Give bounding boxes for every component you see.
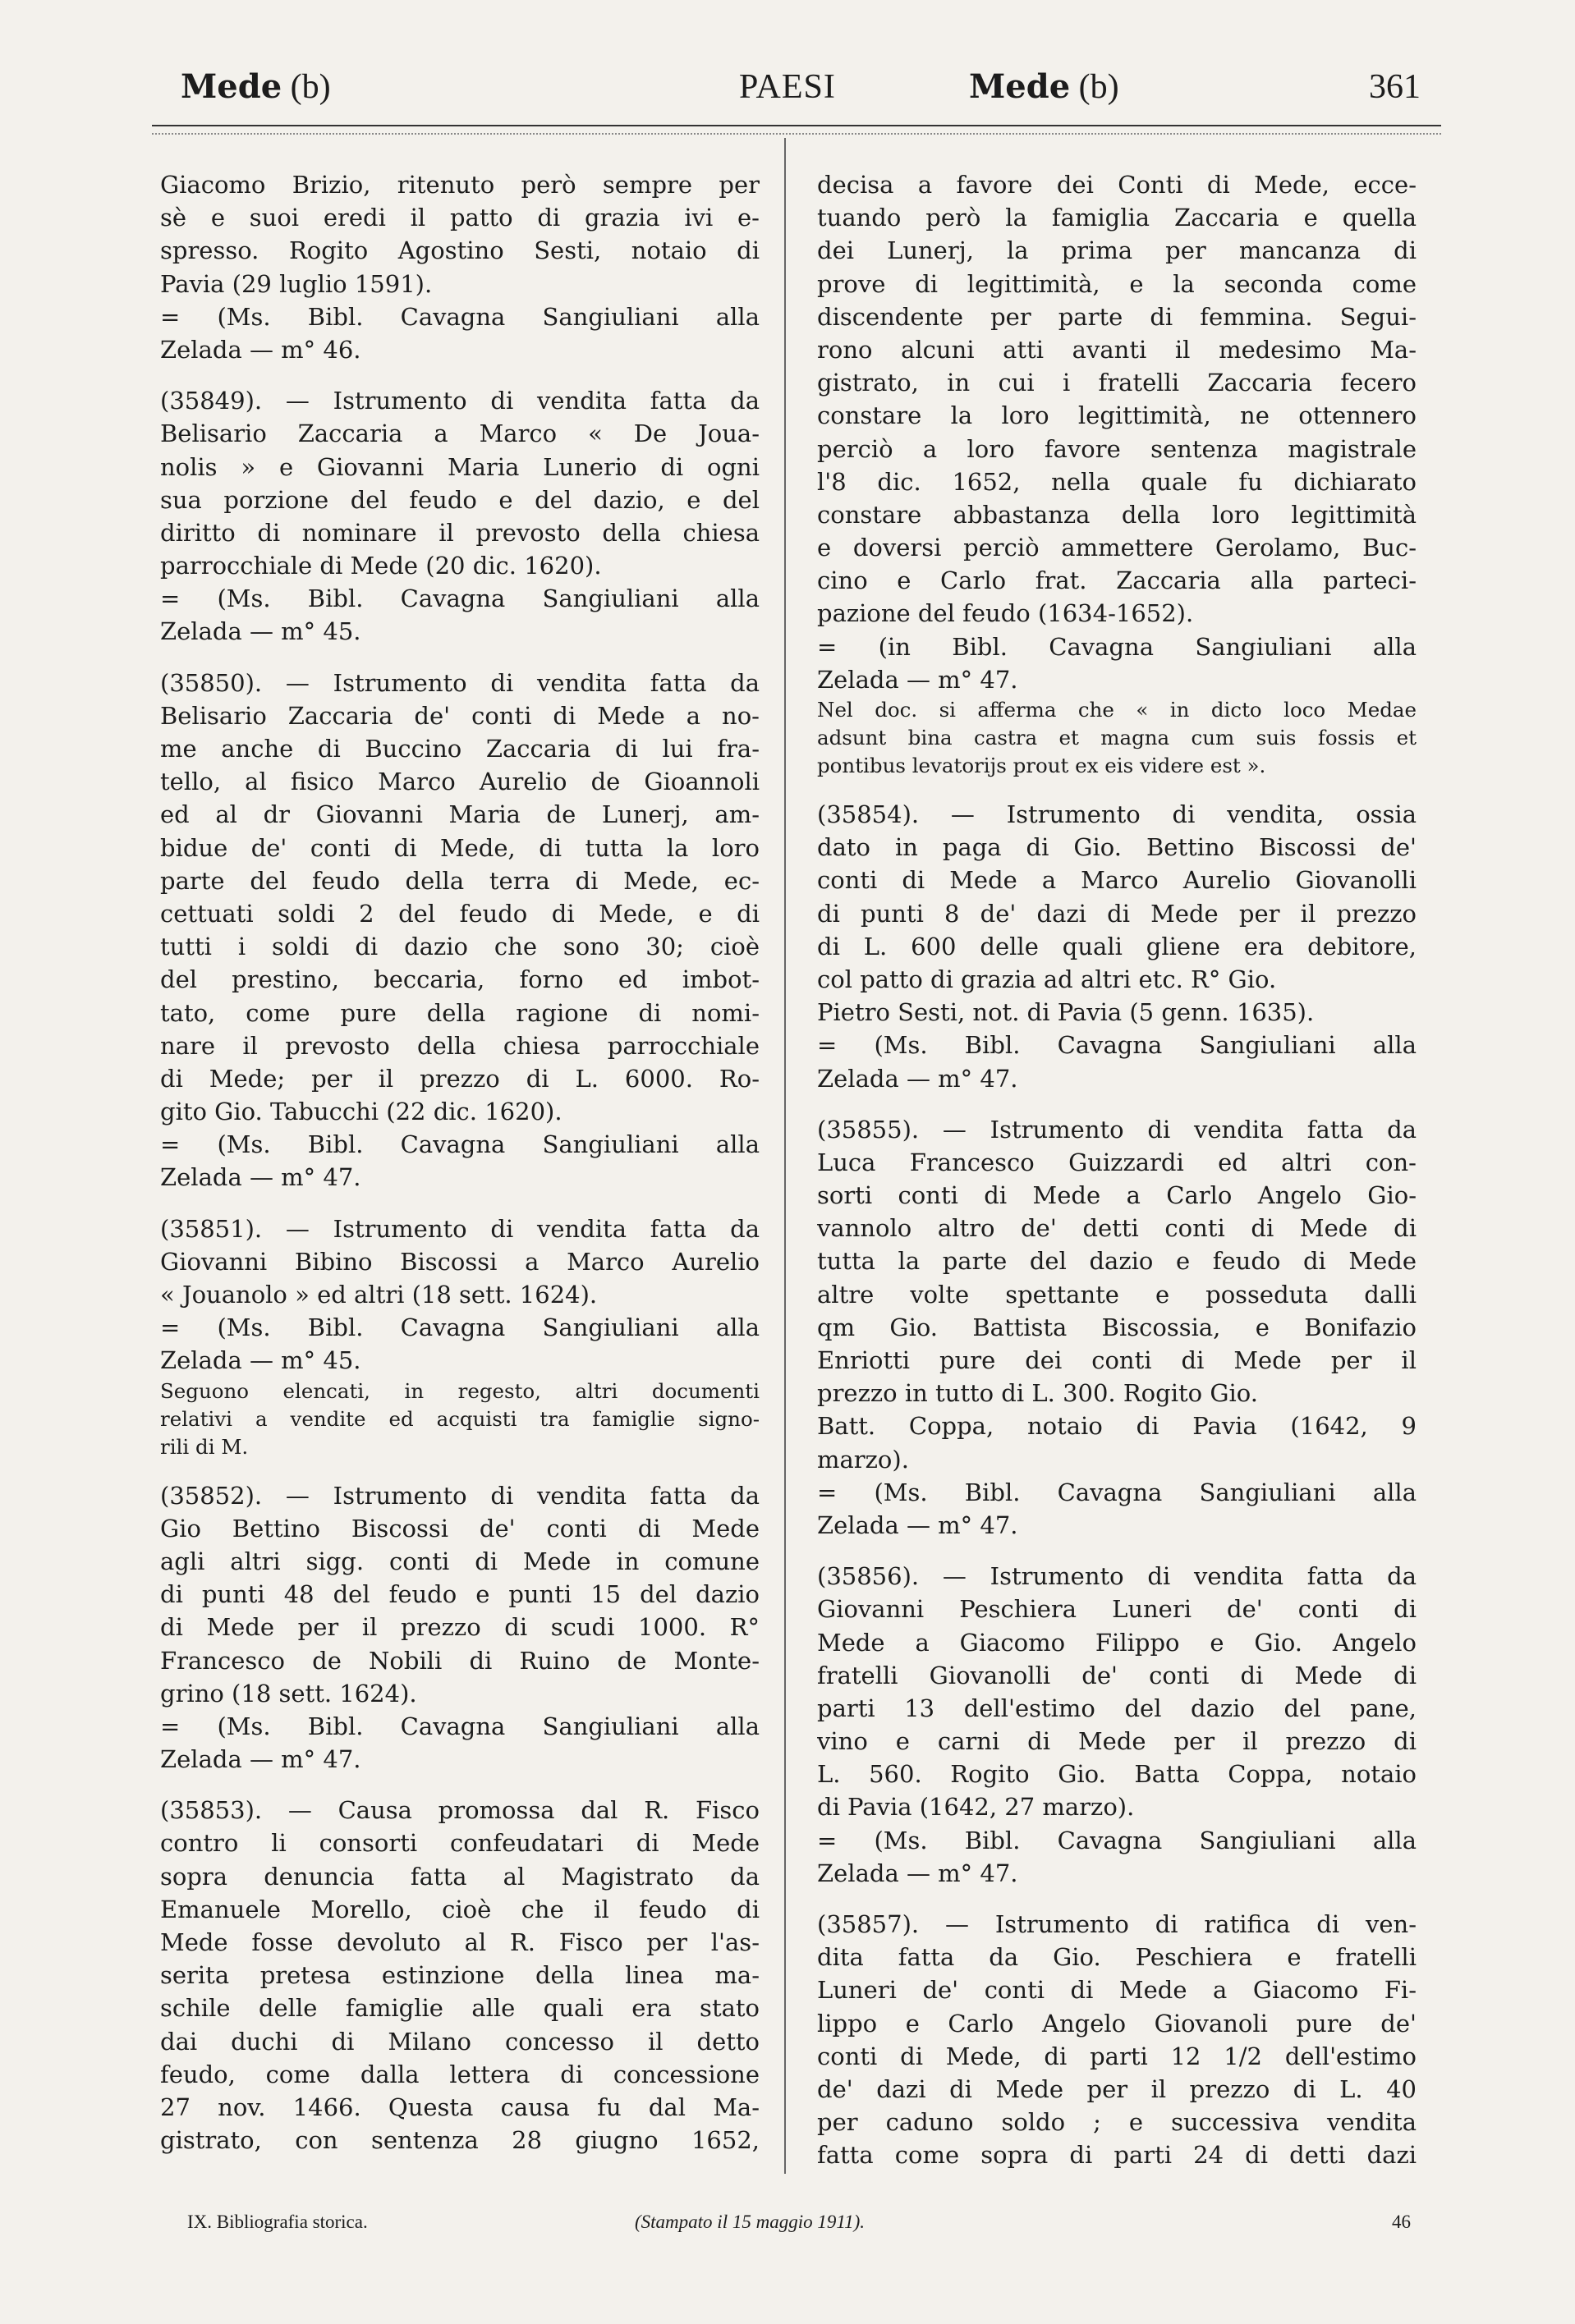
text-line: (35851). — Istrumento di vendita fatta da: [160, 1214, 760, 1243]
text-line: grino (18 sett. 1624).: [160, 1679, 417, 1707]
text-line: = (in Bibl. Cavagna Sangiuliani alla: [817, 632, 1417, 661]
text-line: di L. 600 delle quali gliene era debitore,: [817, 932, 1417, 960]
paragraph-gap: [160, 1194, 760, 1212]
text-line: schile delle famiglie alle quali era stato: [160, 1994, 760, 2023]
text-line: lippo e Carlo Angelo Giovanoli pure de': [817, 2009, 1417, 2038]
paragraph-gap: [817, 780, 1417, 798]
text-line: dato in paga di Gio. Bettino Biscossi de': [817, 833, 1417, 862]
text-line: = (Ms. Bibl. Cavagna Sangiuliani alla: [160, 302, 760, 331]
text-line: Zelada — m° 47.: [160, 1163, 361, 1192]
text-line: prove di legittimità, e la seconda come: [817, 269, 1417, 298]
paragraph-gap: [160, 1776, 760, 1794]
text-line: sorti conti di Mede a Carlo Angelo Gio-: [817, 1181, 1417, 1210]
note-line: Nel doc. si afferma che « in dicto loco Medae: [817, 698, 1417, 722]
text-line: (35857). — Istrumento di ratifica di ven-: [817, 1910, 1417, 1938]
text-line: bidue de' conti di Mede, di tutta la loro: [160, 833, 760, 862]
text-line: constare abbastanza della loro legittimità: [817, 500, 1417, 529]
footer-center: (Stampato il 15 maggio 1911).: [635, 2212, 866, 2232]
text-line: rono alcuni atti avanti il medesimo Ma-: [817, 335, 1417, 364]
text-line: perciò a loro favore sentenza magistrale: [817, 434, 1417, 463]
text-line: pazione del feudo (1634-1652).: [817, 599, 1194, 628]
text-line: tuando però la famiglia Zaccaria e quella: [817, 204, 1417, 232]
text-line: de' dazi di Mede per il prezzo di L. 40: [817, 2074, 1417, 2103]
text-line: Belisario Zaccaria a Marco « De Joua-: [160, 419, 760, 448]
text-line: (35854). — Istrumento di vendita, ossia: [817, 800, 1417, 828]
text-line: e doversi perciò ammettere Gerolamo, Buc-: [817, 534, 1417, 562]
page-footer: [187, 2212, 1419, 2244]
text-line: constare la loro legittimità, ne ottennero: [817, 401, 1417, 430]
text-line: Belisario Zaccaria de' conti di Mede a no-: [160, 701, 760, 730]
text-line: dai duchi di Milano concesso il detto: [160, 2027, 760, 2056]
text-line: Pavia (29 luglio 1591).: [160, 269, 433, 298]
text-line: fratelli Giovanolli de' conti di Mede di: [817, 1661, 1417, 1689]
left-column: [160, 168, 760, 2157]
running-header: [181, 59, 1429, 125]
text-line: (35849). — Istrumento di vendita fatta da: [160, 387, 760, 415]
footer-right: 46: [1392, 2212, 1411, 2232]
text-line: Luneri de' conti di Mede a Giacomo Fi-: [817, 1976, 1417, 2005]
text-line: Mede fosse devoluto al R. Fisco per l'as-: [160, 1928, 760, 1956]
text-line: di punti 8 de' dazi di Mede per il prezzo: [817, 899, 1417, 928]
text-line: qm Gio. Battista Biscossia, e Bonifazio: [817, 1313, 1417, 1341]
paragraph-gap: [817, 1095, 1417, 1113]
text-line: sè e suoi eredi il patto di grazia ivi e-: [160, 204, 760, 232]
text-line: Zelada — m° 46.: [160, 335, 361, 364]
text-line: dei Lunerj, la prima per mancanza di: [817, 236, 1417, 265]
text-line: altre volte spettante e posseduta dalli: [817, 1280, 1417, 1309]
text-line: di punti 48 del feudo e punti 15 del dazio: [160, 1580, 760, 1609]
paragraph-gap: [160, 1461, 760, 1479]
text-line: parrocchiale di Mede (20 dic. 1620).: [160, 552, 602, 580]
text-line: prezzo in tutto di L. 300. Rogito Gio.: [817, 1379, 1258, 1408]
text-line: col patto di grazia ad altri etc. R° Gio.: [817, 965, 1277, 993]
text-line: = (Ms. Bibl. Cavagna Sangiuliani alla: [160, 1130, 760, 1159]
paragraph-gap: [160, 366, 760, 384]
text-line: marzo).: [817, 1445, 909, 1474]
text-line: gito Gio. Tabucchi (22 dic. 1620).: [160, 1098, 562, 1126]
text-line: del prestino, beccaria, forno ed imbot-: [160, 965, 760, 994]
text-line: tutta la parte del dazio e feudo di Mede: [817, 1247, 1417, 1276]
text-line: = (Ms. Bibl. Cavagna Sangiuliani alla: [160, 1313, 760, 1342]
text-line: tutti i soldi di dazio che sono 30; cioè: [160, 933, 760, 961]
text-line: tato, come pure della ragione di nomi-: [160, 998, 760, 1027]
note-line: rili di M.: [160, 1434, 249, 1459]
text-line: nare il prevosto della chiesa parrocchiale: [160, 1031, 760, 1060]
text-line: Zelada — m° 45.: [160, 1346, 361, 1375]
text-line: conti di Mede a Marco Aurelio Giovanolli: [817, 866, 1417, 895]
text-line: contro li consorti confeudatari di Mede: [160, 1829, 760, 1858]
text-line: dita fatta da Gio. Peschiera e fratelli: [817, 1943, 1417, 1972]
paragraph-gap: [817, 1890, 1417, 1908]
text-line: = (Ms. Bibl. Cavagna Sangiuliani alla: [817, 1826, 1417, 1854]
text-line: discendente per parte di femmina. Segui-: [817, 302, 1417, 331]
header-rule: [152, 125, 1441, 126]
paragraph-gap: [160, 649, 760, 667]
text-line: gistrato, con sentenza 28 giugno 1652,: [160, 2126, 760, 2155]
text-line: decisa a favore dei Conti di Mede, ecce-: [817, 171, 1417, 199]
text-line: me anche di Buccino Zaccaria di lui fra-: [160, 735, 760, 763]
text-line: nolis » e Giovanni Maria Lunerio di ogni: [160, 452, 760, 481]
text-line: sua porzione del feudo e del dazio, e del: [160, 485, 760, 514]
text-line: Batt. Coppa, notaio di Pavia (1642, 9: [817, 1412, 1417, 1441]
text-line: tello, al fisico Marco Aurelio de Gioannoli: [160, 768, 760, 796]
note-line: pontibus levatorijs prout ex eis videre est ».: [817, 754, 1266, 777]
text-line: = (Ms. Bibl. Cavagna Sangiuliani alla: [160, 1712, 760, 1740]
text-line: vino e carni di Mede per il prezzo di: [817, 1727, 1417, 1756]
text-line: Zelada — m° 47.: [817, 665, 1018, 694]
text-line: Enriotti pure dei conti di Mede per il: [817, 1346, 1417, 1374]
text-line: Zelada — m° 47.: [817, 1510, 1018, 1539]
text-line: parti 13 dell'estimo del dazio del pane,: [817, 1694, 1417, 1722]
text-line: conti di Mede, di parti 12 1/2 dell'estimo: [817, 2042, 1417, 2070]
text-line: Luca Francesco Guizzardi ed altri con-: [817, 1148, 1417, 1176]
text-line: = (Ms. Bibl. Cavagna Sangiuliani alla: [817, 1478, 1417, 1506]
note-line: adsunt bina castra et magna cum suis fossis et: [817, 726, 1417, 749]
text-line: di Pavia (1642, 27 marzo).: [817, 1793, 1135, 1822]
text-line: agli altri sigg. conti di Mede in comune: [160, 1547, 760, 1575]
text-line: Emanuele Morello, cioè che il feudo di: [160, 1895, 760, 1923]
text-line: spresso. Rogito Agostino Sesti, notaio di: [160, 236, 760, 265]
text-line: 27 nov. 1466. Questa causa fu dal Ma-: [160, 2093, 760, 2121]
text-line: (35856). — Istrumento di vendita fatta da: [817, 1562, 1417, 1591]
text-line: = (Ms. Bibl. Cavagna Sangiuliani alla: [160, 584, 760, 613]
text-line: Giovanni Bibino Biscossi a Marco Aurelio: [160, 1247, 760, 1276]
text-line: (35850). — Istrumento di vendita fatta da: [160, 668, 760, 697]
text-line: fatta come sopra di parti 24 di detti dazi: [817, 2141, 1417, 2170]
header-right: Mede (b): [969, 67, 1119, 106]
paragraph-gap: [817, 1542, 1417, 1560]
footer-left: IX. Bibliografia storica.: [187, 2212, 368, 2232]
text-line: ed al dr Giovanni Maria de Lunerj, am-: [160, 800, 760, 829]
text-line: cettuati soldi 2 del feudo di Mede, e di: [160, 899, 760, 928]
text-line: Zelada — m° 47.: [817, 1859, 1018, 1887]
text-line: Zelada — m° 45.: [160, 617, 361, 646]
text-line: gistrato, in cui i fratelli Zaccaria fecero: [817, 369, 1417, 397]
column-divider: [784, 138, 786, 2174]
text-line: Francesco de Nobili di Ruino de Monte-: [160, 1646, 760, 1675]
text-line: (35852). — Istrumento di vendita fatta da: [160, 1481, 760, 1510]
text-line: (35853). — Causa promossa dal R. Fisco: [160, 1796, 760, 1825]
text-line: Giovanni Peschiera Luneri de' conti di: [817, 1595, 1417, 1624]
text-line: Gio Bettino Biscossi de' conti di Mede: [160, 1514, 760, 1542]
header-left: Mede (b): [181, 67, 331, 106]
note-line: Seguono elencati, in regesto, altri documenti: [160, 1378, 760, 1403]
text-line: Mede a Giacomo Filippo e Gio. Angelo: [817, 1628, 1417, 1657]
text-line: cino e Carlo frat. Zaccaria alla parteci-: [817, 566, 1417, 595]
text-line: diritto di nominare il prevosto della chiesa: [160, 518, 760, 547]
text-line: per caduno soldo ; e successiva vendita: [817, 2108, 1417, 2137]
note-line: relativi a vendite ed acquisti tra famiglie signo-: [160, 1406, 760, 1431]
text-line: feudo, come dalla lettera di concessione: [160, 2060, 760, 2088]
text-line: L. 560. Rogito Gio. Batta Coppa, notaio: [817, 1760, 1417, 1789]
right-column: [817, 168, 1417, 2172]
text-line: sopra denuncia fatta al Magistrato da: [160, 1862, 760, 1891]
text-line: = (Ms. Bibl. Cavagna Sangiuliani alla: [817, 1031, 1417, 1060]
text-line: serita pretesa estinzione della linea ma-: [160, 1961, 760, 1990]
header-center: PAESI: [739, 68, 836, 106]
text-line: di Mede per il prezzo di scudi 1000. R°: [160, 1613, 760, 1642]
text-line: parte del feudo della terra di Mede, ec-: [160, 866, 760, 895]
text-line: (35855). — Istrumento di vendita fatta da: [817, 1115, 1417, 1144]
text-line: « Jouanolo » ed altri (18 sett. 1624).: [160, 1281, 598, 1309]
text-line: Zelada — m° 47.: [817, 1064, 1018, 1093]
text-line: Zelada — m° 47.: [160, 1745, 361, 1774]
text-line: Giacomo Brizio, ritenuto però sempre per: [160, 171, 760, 199]
text-line: l'8 dic. 1652, nella quale fu dichiarato: [817, 467, 1417, 496]
text-line: Pietro Sesti, not. di Pavia (5 genn. 1635).: [817, 998, 1315, 1027]
page-number: 361: [1369, 68, 1421, 106]
text-line: vannolo altro de' detti conti di Mede di: [817, 1214, 1417, 1243]
header-dotted-rule: [152, 133, 1441, 135]
text-line: di Mede; per il prezzo di L. 6000. Ro-: [160, 1064, 760, 1093]
